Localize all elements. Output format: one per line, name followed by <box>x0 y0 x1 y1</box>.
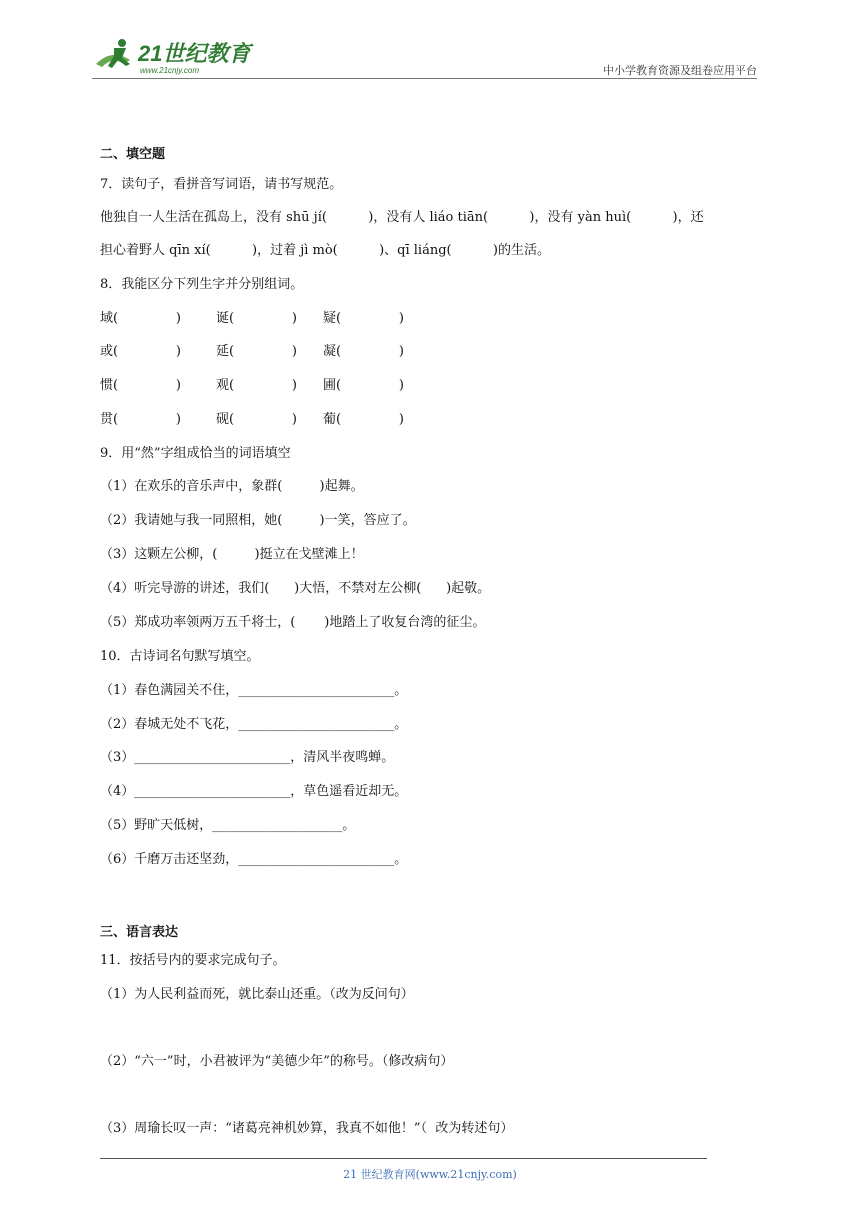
question-8: 8．我能区分下列生字并分别组词。 <box>100 277 304 292</box>
char-item: 延( ) <box>216 344 297 359</box>
char-item: 惯( ) <box>100 378 181 393</box>
char-item: 域( ) <box>100 311 181 326</box>
question-9: 9．用“然”字组成恰当的词语填空 <box>100 446 291 461</box>
question-10: 10．古诗词名句默写填空。 <box>100 649 260 664</box>
header-slogan: 中小学教育资源及组卷应用平台 <box>603 64 757 77</box>
svg-text:www.21cnjy.com: www.21cnjy.com <box>140 66 199 75</box>
char-item: 观( ) <box>216 378 297 393</box>
question-7-text-line-2: 担心着野人 qīn xí( )，过着 jì mò( )、qī liáng( )的生活。 <box>100 243 550 258</box>
char-item: 凝( ) <box>323 344 404 359</box>
question-11-item-1: （1）为人民利益而死，就比泰山还重。（改为反问句） <box>100 987 414 1002</box>
question-10-item-4: （4）________________________，草色遥看近却无。 <box>100 784 408 799</box>
header-divider <box>92 78 757 79</box>
question-11: 11．按括号内的要求完成句子。 <box>100 953 286 968</box>
question-10-item-3: （3）________________________，清风半夜鸣蝉。 <box>100 750 395 765</box>
section-title-fill-blank: 二、填空题 <box>100 147 166 162</box>
char-item: 诞( ) <box>216 311 297 326</box>
question-11-item-3: （3）周瑜长叹一声：“诸葛亮神机妙算，我真不如他！”（ 改为转述句） <box>100 1121 514 1136</box>
footer-divider <box>100 1158 707 1159</box>
char-item: 或( ) <box>100 344 181 359</box>
question-10-item-1: （1）春色满园关不住，________________________。 <box>100 683 408 698</box>
char-item: 圃( ) <box>323 378 404 393</box>
char-item: 砚( ) <box>216 412 297 427</box>
question-9-item-2: （2）我请她与我一同照相，她( )一笑，答应了。 <box>100 513 416 528</box>
char-item: 贯( ) <box>100 412 181 427</box>
page-header <box>92 30 757 80</box>
site-logo <box>92 34 262 76</box>
question-9-item-4: （4）听完导游的讲述，我们( )大悟，不禁对左公柳( )起敬。 <box>100 581 491 596</box>
question-11-item-2: （2）“六一”时，小君被评为“美德少年”的称号。（修改病句） <box>100 1054 454 1069</box>
question-7-text-line-1: 他独自一人生活在孤岛上，没有 shū jí( )，没有人 liáo tiān( )，没有 yàn huì( )，还 <box>100 210 704 225</box>
question-9-item-1: （1）在欢乐的音乐声中，象群( )起舞。 <box>100 479 364 494</box>
char-item: 葡( ) <box>323 412 404 427</box>
question-9-item-3: （3）这颗左公柳，( )挺立在戈壁滩上！ <box>100 547 364 562</box>
question-10-item-6: （6）千磨万击还坚劲，________________________。 <box>100 852 408 867</box>
svg-text:21世纪教育: 21世纪教育 <box>138 41 251 66</box>
section-title-language-expression: 三、语言表达 <box>100 925 179 940</box>
page-footer: 21 世纪教育网(www.21cnjy.com) <box>343 1168 517 1181</box>
question-10-item-2: （2）春城无处不飞花，________________________。 <box>100 717 408 732</box>
question-9-item-5: （5）郑成功率领两万五千将士，( )地踏上了收复台湾的征尘。 <box>100 615 486 630</box>
char-item: 疑( ) <box>323 311 404 326</box>
question-10-item-5: （5）野旷天低树，____________________。 <box>100 818 356 833</box>
question-7: 7．读句子，看拼音写词语，请书写规范。 <box>100 177 343 192</box>
